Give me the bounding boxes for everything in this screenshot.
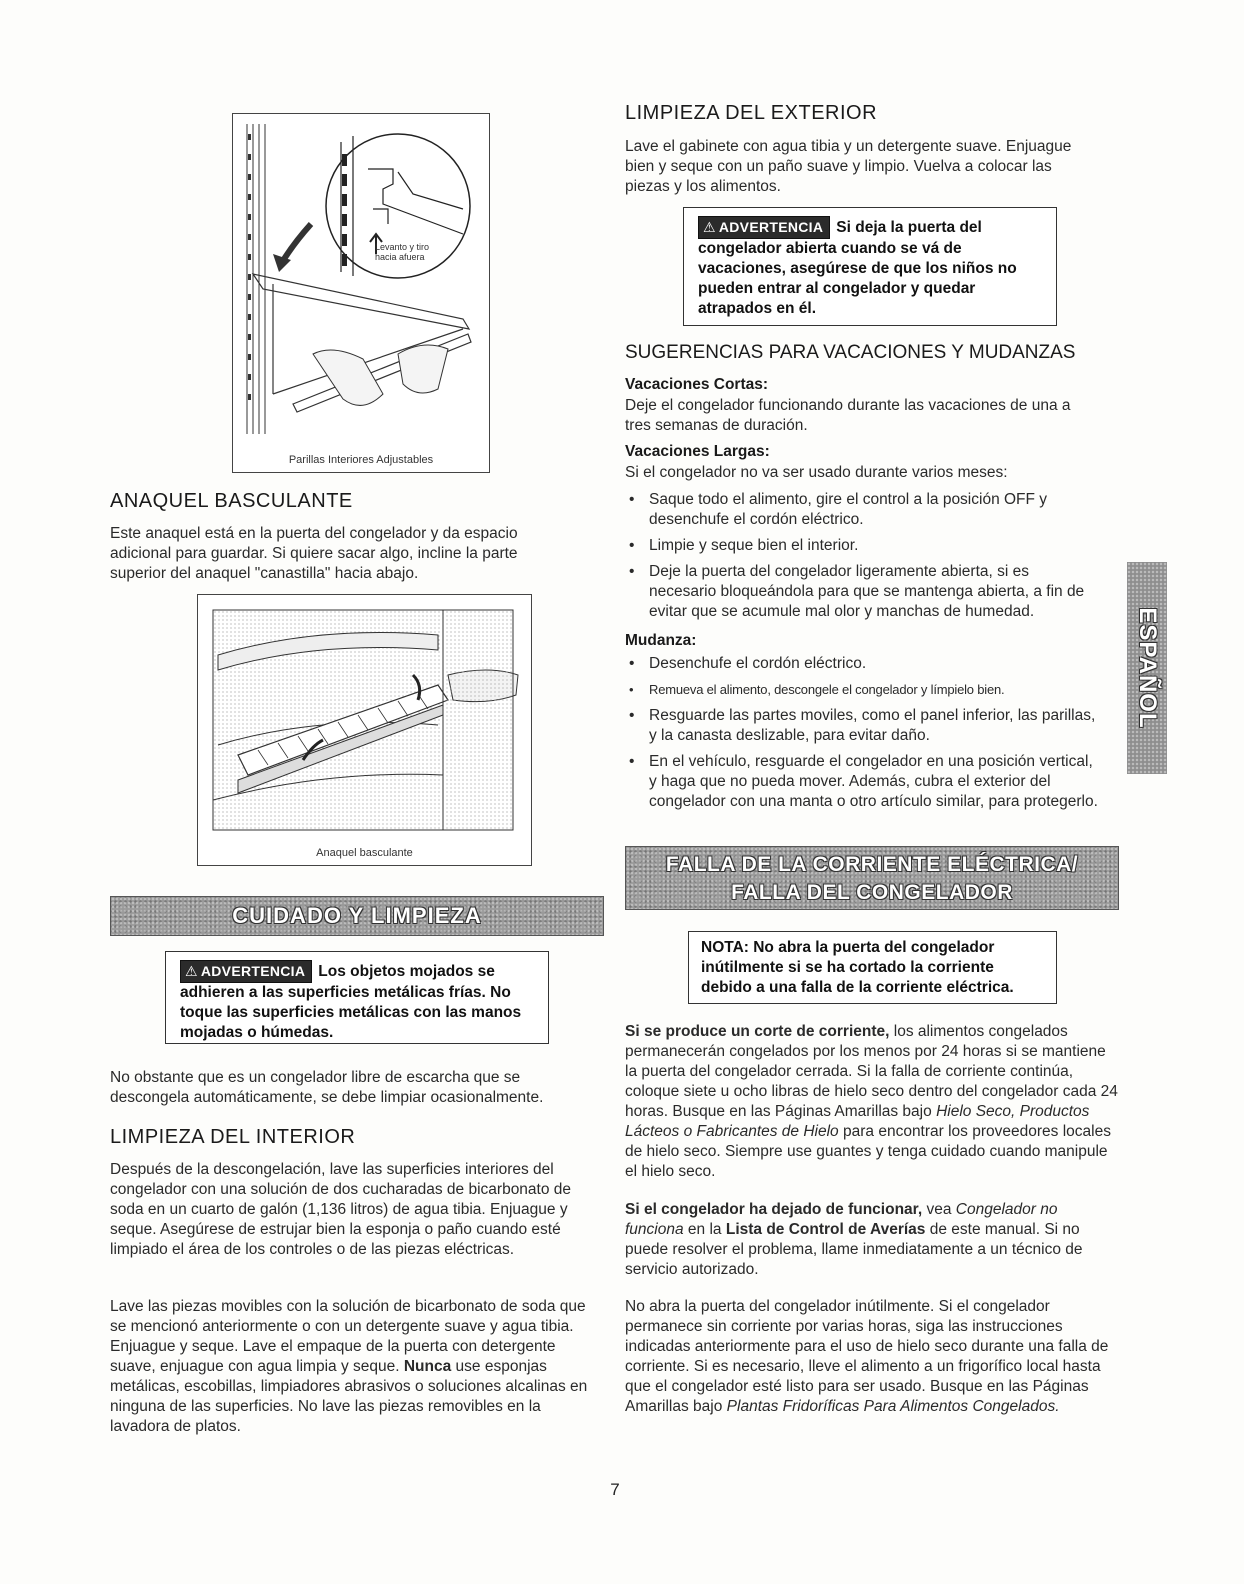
side-tab-label: ESPAÑOL: [1134, 607, 1161, 729]
banner-text: CUIDADO Y LIMPIEZA: [232, 903, 482, 928]
section-banner-cuidado: [110, 896, 604, 936]
section-title-sugerencias: SUGERENCIAS PARA VACACIONES Y MUDANZAS: [625, 342, 1076, 363]
section-title-exterior: LIMPIEZA DEL EXTERIOR: [625, 102, 878, 124]
list-item: • En el vehículo, resguarde el congelador en una posición vertical, y haga que no pueda mover. Además, cubra el exterior del congelador con una manta o otro artículo similar, para protegerlo.: [625, 752, 1100, 812]
banner-line-2: FALLA DEL CONGELADOR: [731, 881, 1013, 904]
list-item: • Deje la puerta del congelador ligeramente abierta, si es necesario bloqueándola para que se mantenga abierta, a fin de evitar que se acumule mal olor y manchas de humedad.: [625, 562, 1100, 622]
interior-p2-a: Lave las piezas movibles con la solución de bicarbonato de soda que se mencionó anteriormente o con un detergente suave y agua tibia. Enjuague y seque. Lave el empaque de la puerta con detergente suave, enjuague con agua limpia y seque.: [110, 1298, 586, 1375]
mudanza-label: Mudanza:: [625, 632, 697, 649]
freezer-stopped-italic: Congelador no funciona: [625, 1201, 1058, 1238]
list-item: • Saque todo el alimento, gire el control a la posición OFF y desenchufe el cordón eléctrico.: [625, 490, 1100, 530]
freezer-stopped-paragraph: [625, 1200, 1119, 1280]
vacaciones-largas-list: [625, 490, 1100, 628]
exterior-body: Lave el gabinete con agua tibia y un detergente suave. Enjuague bien y seque con un paño suave y limpio. Vuelva a colocar las piezas y los alimentos.: [625, 138, 1072, 195]
power-outage-italic: Hielo Seco, Productos Lácteos o Fabricantes de Hielo: [625, 1103, 1090, 1140]
figure-tilting-shelf: [197, 594, 532, 866]
mudanza-list: [625, 654, 1100, 818]
banner-line-1: FALLA DE LA CORRIENTE ELÉCTRICA/: [665, 853, 1079, 876]
warning-text: Si deja la puerta del congelador abierta cuando se vá de vacaciones, asegúrese de que los niños no pueden entrar al congelador y quedar atrapados en él.: [698, 219, 1017, 317]
list-item: • Desenchufe el cordón eléctrico.: [625, 654, 1100, 674]
interior-p2-bold: Nunca: [403, 1358, 452, 1375]
section-title-anaquel: ANAQUEL BASCULANTE: [110, 490, 353, 512]
cleaning-intro: No obstante que es un congelador libre de escarcha que se descongela automáticamente, se debe limpiar ocasionalmente.: [110, 1069, 544, 1106]
note-box: [688, 931, 1057, 1004]
list-item: • Remueva el alimento, descongele el congelador y límpielo bien.: [625, 680, 1100, 700]
tilting-shelf-illustration: [198, 595, 531, 840]
warning-triangle-icon: ⚠: [185, 963, 198, 979]
vacaciones-cortas-body: Deje el congelador funcionando durante las vacaciones de una a tres semanas de duración.: [625, 397, 1071, 434]
interior-p2-b: use esponjas metálicas, escobillas, limpiadores abrasivos o soluciones alcalinas en ninguna de las superficies. No lave las piezas removibles en la lavadora de platos.: [110, 1358, 588, 1435]
warning-badge: [180, 960, 312, 983]
shelf-illustration: [233, 114, 489, 449]
section-title-interior: LIMPIEZA DEL INTERIOR: [110, 1126, 356, 1148]
interior-p2: [110, 1297, 602, 1437]
list-item: • Limpie y seque bien el interior.: [625, 536, 1100, 556]
power-outage-lead: Si se produce un corte de corriente,: [625, 1023, 890, 1040]
warning-box-wet-objects: [165, 951, 549, 1044]
freezer-stopped-lead: Si el congelador ha dejado de funcionar,: [625, 1201, 923, 1218]
list-item: • Resguarde las partes moviles, como el panel inferior, las parillas, y la canasta deslizable, para evitar daño.: [625, 706, 1100, 746]
interior-p1: Después de la descongelación, lave las superficies interiores del congelador con una solución de dos cucharadas de bicarbonato de soda en un cuarto de galón (1,136 litros) de agua tibia. Enjuague y seque. Asegúrese de estrujar bien la esponja o paño cuando esté limpiado el área de los controles o de las piezas eléctricas.: [110, 1161, 572, 1258]
freezer-stopped-c: de este manual. Si no puede resolver el problema, llame inmediatamente a un técnico de servicio autorizado.: [625, 1221, 1083, 1278]
figure-adjustable-shelves: [232, 113, 490, 473]
figure-caption: Parillas Interiores Adjustables: [288, 454, 434, 466]
warning-badge-label: ADVERTENCIA: [200, 963, 306, 979]
warning-badge: [698, 216, 830, 239]
note-text: NOTA: No abra la puerta del congelador inútilmente si se ha cortado la corriente debido a una falla de la corriente eléctrica.: [701, 939, 1014, 996]
warning-box-vacation: [683, 207, 1057, 326]
warning-badge-label: ADVERTENCIA: [718, 219, 824, 235]
freezer-stopped-b: en la: [687, 1221, 722, 1238]
vacaciones-largas-body: Si el congelador no va ser usado durante varios meses:: [625, 464, 1008, 481]
callout-label: Levanto y tiro hacia afuera: [375, 242, 430, 262]
power-outage-b: para encontrar los proveedores locales de hielo seco. Siempre use guantes y tenga cuidado cuando manipule el hielo seco.: [625, 1123, 1111, 1180]
section-banner-falla: [625, 846, 1119, 910]
vacaciones-cortas-label: Vacaciones Cortas:: [625, 376, 769, 393]
do-not-open-paragraph: [625, 1297, 1119, 1417]
do-not-open-italic: Plantas Fridoríficas Para Alimentos Congelados.: [726, 1398, 1060, 1415]
power-outage-a: los alimentos congelados permanecerán congelados por los menos por 24 horas si se mantiene la puerta del congelador cerrada. Si la falla de corriente continúa, coloque siete u ocho libras de hielo seco dentro del congelador cada 24 horas. Busque en las Páginas Amarillas bajo: [625, 1023, 1118, 1120]
figure-caption: Anaquel basculante: [316, 847, 413, 859]
warning-triangle-icon: ⚠: [703, 219, 716, 235]
power-outage-paragraph: [625, 1022, 1119, 1182]
do-not-open-a: No abra la puerta del congelador inútilmente. Si el congelador permanece sin corriente por varias horas, siga las instrucciones indicadas anteriormente para el uso de hielo seco durante una falla de corriente. Si es necesario, lleve el alimento a un frigorífico local hasta que el congelador esté listo para ser usado. Busque en las Páginas Amarillas bajo: [625, 1298, 1109, 1415]
anaquel-body: Este anaquel está en la puerta del congelador y da espacio adicional para guardar. Si quiere sacar algo, incline la parte superior del anaquel "canastilla" hacia abajo.: [110, 525, 518, 582]
language-side-tab: [1127, 562, 1167, 774]
freezer-stopped-a: vea: [926, 1201, 952, 1218]
freezer-stopped-bold: Lista de Control de Averías: [725, 1221, 926, 1238]
page-number: 7: [610, 1480, 620, 1499]
vacaciones-largas-label: Vacaciones Largas:: [625, 443, 770, 460]
warning-text: Los objetos mojados se adhieren a las superficies metálicas frías. No toque las superficies metálicas con las manos mojadas o húmedas.: [180, 963, 522, 1041]
